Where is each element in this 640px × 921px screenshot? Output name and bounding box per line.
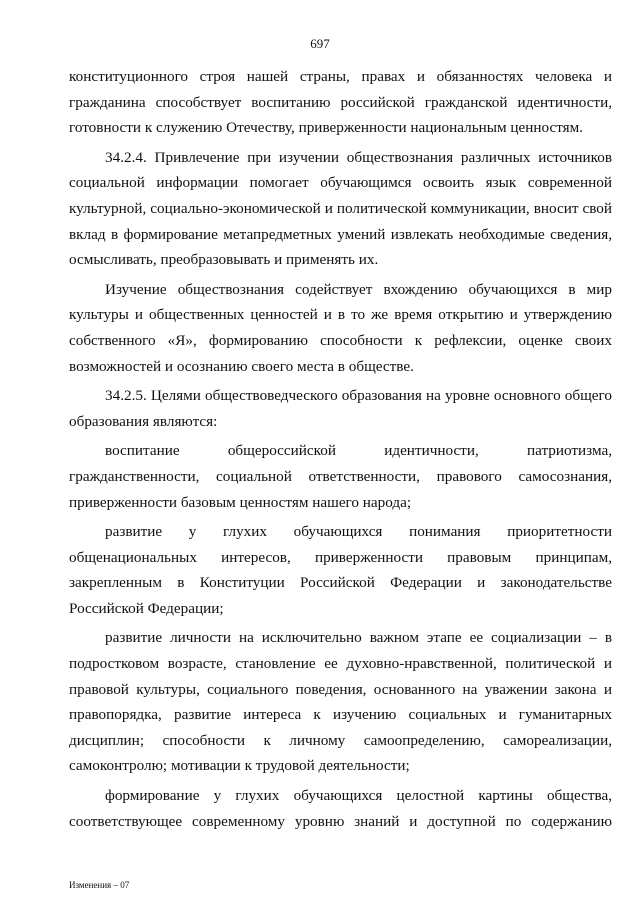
paragraph-continuation: конституционного строя нашей страны, правах и обязанностях человека и гражданина способствует воспитанию российской гражданской идентичности, готовности к служению Отечеству, приверженности национальным ценностям. [69,68,612,137]
paragraph-goal-worldview: формирование у глухих обучающихся целостной картины общества, соответствующее современному уровню знаний и доступной по содержанию [69,787,612,830]
paragraph-goal-personality: развитие личности на исключительно важном этапе ее социализации – в подростковом возрасте, становление ее духовно-нравственной, политической и правовой культуры, социального поведения, основанного на уважении закона и правопорядка, развитие интереса к изучению социальных и гуманитарных дисциплин; способности к личному самоопределению, самореализации, самоконтролю; мотивации к трудовой деятельности; [69,629,612,775]
paragraph-study-social-science: Изучение обществознания содействует вхождению обучающихся в мир культуры и общественных ценностей и в то же время открытию и утверждению собственного «Я», формированию способности к рефлексии, оценке своих возможностей и осознанию своего места в обществе. [69,280,612,375]
paragraph-34-2-4: 34.2.4. Привлечение при изучении обществознания различных источников социальной информации помогает обучающимся освоить язык современной культурной, социально-экономической и политической коммуникации, вносит свой вклад в формирование метапредметных умений извлекать необходимые сведения, осмысливать, преобразовывать и применять их. [69,148,612,269]
paragraph-goal-identity: воспитание общероссийской идентичности, патриотизма, гражданственности, социальной ответственности, правового самосознания, приверженности базовым ценностям нашего народа; [69,442,612,511]
page-number: 697 [310,36,330,51]
paragraph-goal-national-interests: развитие у глухих обучающихся понимания приоритетности общенациональных интересов, приверженности правовым принципам, закрепленным в Конституции Российской Федерации и законодательстве Российской Федерации; [69,523,612,617]
paragraph-34-2-5: 34.2.5. Целями обществоведческого образования на уровне основного общего образования являются: [69,387,612,430]
footer-note: Изменения – 07 [69,880,130,890]
document-body [69,64,612,834]
